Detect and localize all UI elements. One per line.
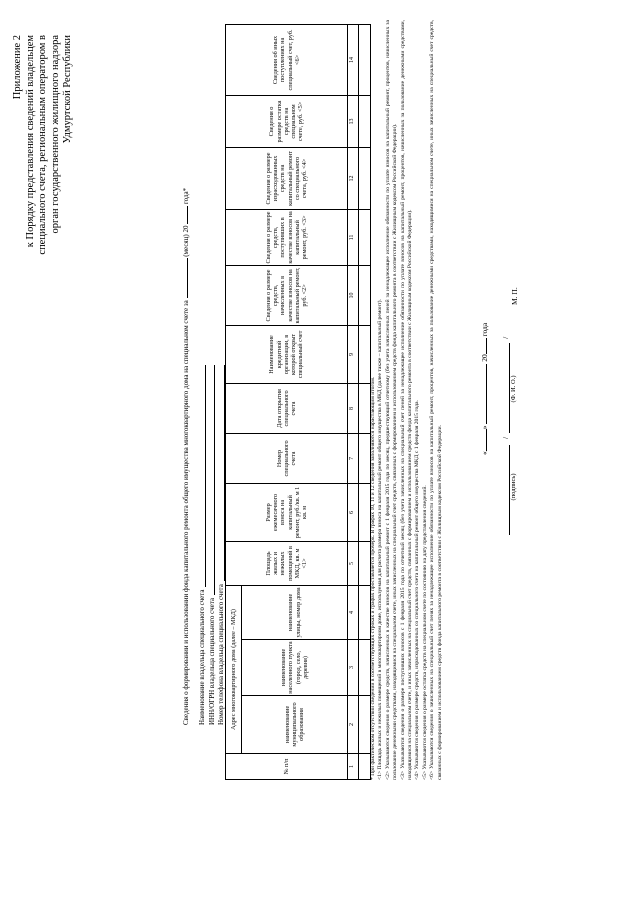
col-number: 12 [348, 147, 359, 209]
report-title [182, 25, 190, 725]
appendix-line: специального счета, региональным оператором в [37, 35, 48, 255]
table-cell[interactable] [359, 754, 371, 780]
table-cell[interactable] [359, 541, 371, 585]
table-row [359, 24, 371, 779]
col-number: 9 [348, 325, 359, 383]
col-number: 13 [348, 95, 359, 147]
col-header: наименование улицы, номер дома [242, 585, 348, 639]
col-header: наименование муниципального образования [242, 696, 348, 754]
appendix-line: орган государственного жилищного надзора [49, 35, 61, 234]
col-number: 7 [348, 433, 359, 483]
table-cell[interactable] [359, 585, 371, 639]
col-number: 3 [348, 640, 359, 696]
footnote: <3> Указываются сведения о размере поступивших взносов с 1 февраля 2015 года по отчетный месяц (без учета зачисленных на специальный счет пеней за ненадлежащее исполнение обязанности по уплате взносов на капитальный ремонт, процентов, начисленных за пользование денежными средствами, находящимися на специальном счете, и иных зачисленных на специальный счет средств, связанных с формированием и использованием средств фонда капитального ремонта в соответствии с Жилищным кодексом Российской Федерации). [399, 20, 414, 780]
name-caption: (Ф. И. О.) [510, 375, 517, 403]
period-caption: (месяц) 20 [182, 225, 190, 257]
col-header: Сведения о размере остатка средств на специальном счете, руб. <5> [226, 95, 348, 147]
month-blank [187, 258, 188, 298]
address-group-header: Адрес многоквартирного дома (далее – МКД) [226, 585, 242, 753]
col-header: Сведения об иных поступлениях на специальный счет, руб. <6> [226, 24, 348, 95]
year-prefix: 20 [480, 354, 489, 362]
owner-inn-field [208, 365, 216, 595]
appendix-header [12, 35, 75, 305]
date-line [480, 215, 489, 455]
appendix-line: к Порядку представления сведений владельцем [24, 35, 36, 248]
col-number: 14 [348, 24, 359, 95]
footnote: <4> Указываются сведения о размере средств, израсходованных со специального счета на капитальный ремонт общего имущества МКД с 1 февраля 2015 года. [414, 400, 421, 780]
quote-close: » [480, 425, 489, 430]
col-number: 8 [348, 383, 359, 433]
footnote: <2> Указываются сведения о размере средств, начисленных в качестве взносов на капитальный ремонт с 1 февраля 2015 года по месяц, предшествующий отчетному (без учета начисленных пеней за ненадлежащее исполнение обязанности по уплате взносов на капитальный ремонт, процентов, начисленных за пользование денежными средствами, находящимися на специальном счете, иных зачисленных на специальный счет средств, связанных с формированием и использованием средств фонда капитального ремонта в соответствии с Жилищным кодексом Российской Федерации). [384, 20, 399, 780]
col-header: Размер ежемесячного взноса на капитальный ремонт, руб./кв. м 1 кв. м [226, 483, 348, 541]
col-number: 11 [348, 209, 359, 265]
footnote: * При фактическом отсутствии сведений в соответствующих строках и графах проставляется прочерк. В графах 10, 11 и 12 сведения заполняются нарастающим итогом. [370, 376, 376, 780]
footnote: <6> Указываются сведения о зачисленных на специальный счет пенях за ненадлежащее исполнение обязанности по уплате взносов на капитальный ремонт, процентов, начисленных за пользование денежными средствами, находящимися на специальном счете, иных зачисленных на специальный счет средств, связанных с формированием и использованием средств фонда капитального ремонта в соответствии с Жилищным кодексом Российской Федерации. [429, 20, 443, 780]
table-cell[interactable] [359, 325, 371, 383]
quote-open: « [480, 451, 489, 455]
table-cell[interactable] [359, 696, 371, 754]
year-suffix: года [480, 322, 489, 337]
col-header: наименование населенного пункта (город, село, деревня) [242, 640, 348, 696]
table-cell[interactable] [359, 95, 371, 147]
day-blank[interactable] [486, 429, 487, 451]
col-header: Площадь жилых и нежилых помещений в МКД, кв. м <1> [226, 541, 348, 585]
report-title-text: Сведения о формировании и использовании фонда капитального ремонта общего имущества многоквартирного дома на специальном счете за [182, 300, 190, 725]
col-number: 10 [348, 265, 359, 325]
col-header: Сведения о размере израсходованных средств на капитальный ремонт со специального счета, руб. <4> [226, 147, 348, 209]
col-number: 4 [348, 585, 359, 639]
col-number: 6 [348, 483, 359, 541]
col-header: Номер специального счета [226, 433, 348, 483]
table-cell[interactable] [359, 433, 371, 483]
table-cell[interactable] [359, 147, 371, 209]
col-header: Сведения о размере средств, поступивших в качестве взносов на капитальный ремонт, руб. <3> [226, 209, 348, 265]
col-number: 2 [348, 696, 359, 754]
table-cell[interactable] [359, 483, 371, 541]
owner-phone-field [217, 365, 225, 581]
col-header: Дата открытия специального счета [226, 383, 348, 433]
col-header: № п/п [226, 754, 348, 780]
col-header: Наименование кредитной организации, в которой открыт специальный счет [226, 325, 348, 383]
footnote: <1> Площадь жилых и нежилых помещений в многоквартирном доме, используемая для расчета размера взноса на капитальный ремонт общего имущества в МКД (далее также – капитальный ремонт). [377, 299, 384, 780]
owner-phone-label: Номер телефона владельца специального счета [217, 584, 225, 725]
year-word: года* [182, 187, 190, 205]
col-number: 5 [348, 541, 359, 585]
sign-captions [510, 215, 519, 535]
year-field[interactable] [486, 338, 487, 354]
table-cell[interactable] [359, 265, 371, 325]
owner-info [198, 365, 227, 725]
appendix-line: Удмуртской Республики [62, 35, 73, 144]
col-header: Сведения о размере средств, начисленных в качестве взносов на капитальный ремонт, руб. <2> [226, 265, 348, 325]
month-field[interactable] [486, 364, 487, 424]
table-cell[interactable] [359, 383, 371, 433]
stamp-place: М. П. [510, 287, 519, 305]
sign-line: / / [501, 215, 510, 535]
owner-name-label: Наименование владельца специального счета [198, 589, 206, 725]
signature-block [480, 215, 519, 535]
fund-table [225, 24, 371, 780]
owner-name-field [198, 365, 206, 587]
table-cell[interactable] [359, 209, 371, 265]
appendix-line: Приложение 2 [12, 35, 23, 100]
table-cell[interactable] [359, 640, 371, 696]
footnote: <5> Указываются сведения о размере остатка средств на специальном счете по состоянию на дату представления сведений. [421, 485, 428, 780]
table-cell[interactable] [359, 24, 371, 95]
year-blank [187, 206, 188, 224]
signature-caption: (подпись) [510, 473, 517, 501]
owner-inn-label: ИНН/ОГРН владельца специального счета [207, 597, 216, 725]
col-number: 1 [348, 754, 359, 780]
footnotes [370, 20, 444, 780]
